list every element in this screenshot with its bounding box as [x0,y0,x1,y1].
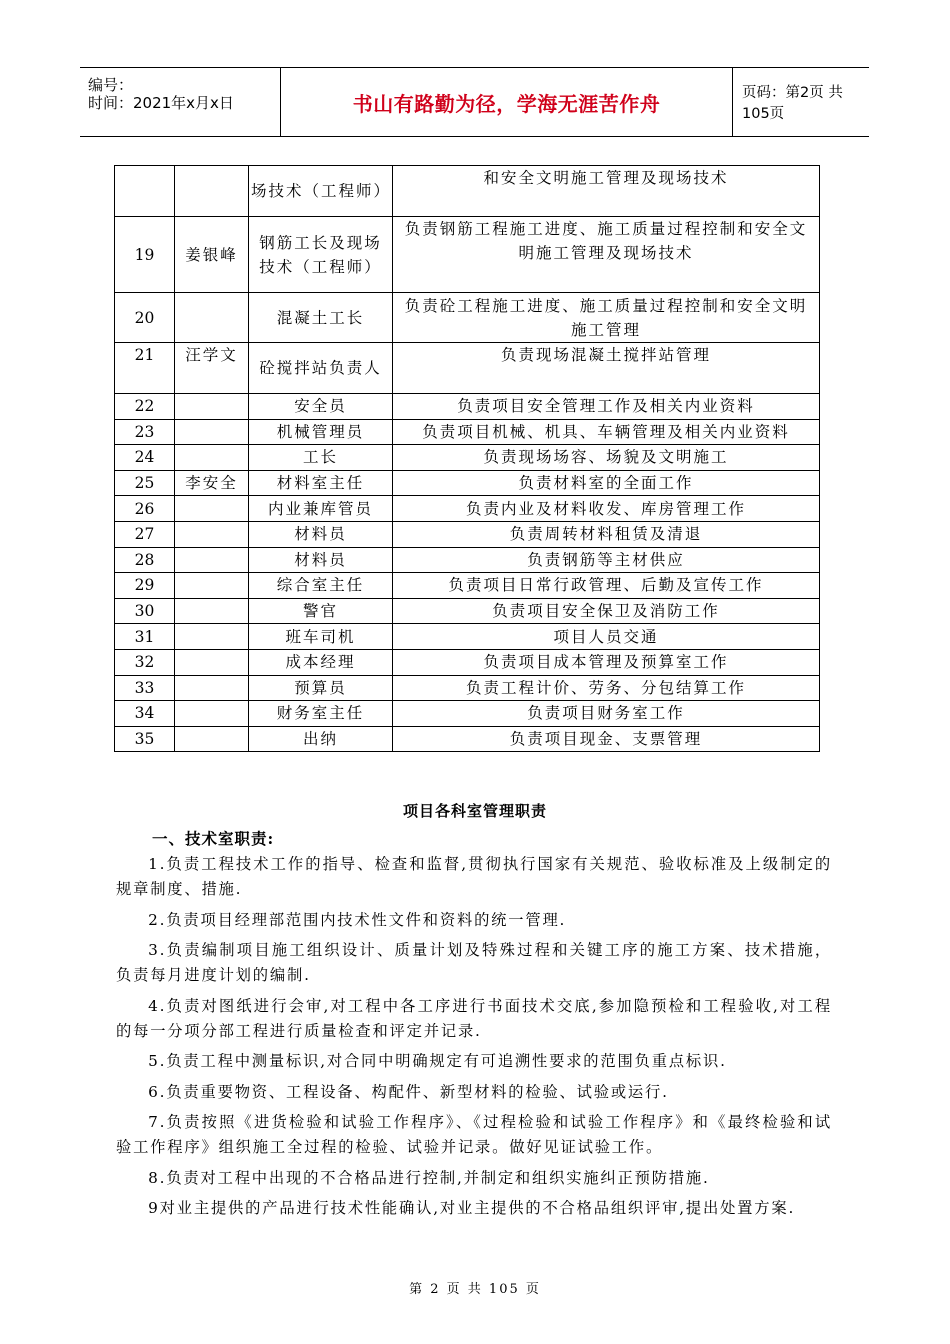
cell-no: 27 [115,521,175,547]
cell-name [175,624,249,650]
cell-name [175,701,249,727]
cell-no: 35 [115,726,175,752]
table-row [115,547,820,573]
cell-duty: 负责钢筋等主材供应 [393,547,820,573]
cell-duty: 负责砼工程施工进度、施工质量过程控制和安全文明施工管理 [393,293,820,343]
cell-no: 33 [115,675,175,701]
cell-name [175,649,249,675]
section-subtitle: 一、技术室职责: [152,829,275,848]
cell-duty: 项目人员交通 [393,624,820,650]
paragraph: 5.负责工程中测量标识,对合同中明确规定有可追溯性要求的范围负重点标识. [148,1052,727,1070]
table-row [115,496,820,522]
cell-duty: 负责项目安全管理工作及相关内业资料 [393,394,820,420]
cell-name [175,675,249,701]
cell-duty: 负责项目财务室工作 [393,701,820,727]
cell-no [115,166,175,217]
table-row [115,573,820,599]
cell-duty: 负责现场场容、场貌及文明施工 [393,445,820,471]
cell-name [175,573,249,599]
cell-role: 财务室主任 [249,701,393,727]
cell-role: 材料员 [249,547,393,573]
cell-role: 成本经理 [249,649,393,675]
cell-role: 班车司机 [249,624,393,650]
cell-role: 内业兼库管员 [249,496,393,522]
cell-name: 汪学文 [175,343,249,394]
cell-role: 砼搅拌站负责人 [249,343,393,394]
cell-name [175,598,249,624]
paragraph: 8.负责对工程中出现的不合格品进行控制,并制定和组织实施纠正预防措施. [148,1168,710,1187]
cell-duty: 负责项目机械、机具、车辆管理及相关内业资料 [393,419,820,445]
table-row [115,701,820,727]
paragraph: 3.负责编制项目施工组织设计、质量计划及特殊过程和关键工序的施工方案、技术措施，负责每月进度计划的编制. [116,941,832,984]
cell-no: 34 [115,701,175,727]
table-row [115,419,820,445]
cell-role: 场技术（工程师） [249,166,393,217]
cell-no: 29 [115,573,175,599]
cell-no: 25 [115,470,175,496]
staff-duty-table [114,165,820,752]
cell-duty: 负责项目日常行政管理、后勤及宣传工作 [393,573,820,599]
paragraph: 6.负责重要物资、工程设备、构配件、新型材料的检验、试验或运行. [148,1082,669,1101]
cell-duty: 负责工程计价、劳务、分包结算工作 [393,675,820,701]
cell-name [175,419,249,445]
cell-role: 材料员 [249,521,393,547]
header-page-info: 页码：第2页 共105页 [742,85,843,122]
cell-no: 21 [115,343,175,394]
table-row [115,470,820,496]
paragraph: 7.负责按照《进货检验和试验工作程序》、《过程检验和试验工作程序》和《最终检验和试验工作程序》组织施工全过程的检验、试验并记录。做好见证试验工作。 [116,1113,832,1156]
table-row [115,445,820,471]
cell-name [175,496,249,522]
cell-name [175,521,249,547]
duty-paragraphs [116,852,832,1227]
cell-duty: 负责内业及材料收发、库房管理工作 [393,496,820,522]
cell-role: 出纳 [249,726,393,752]
header-left-cell [80,68,280,136]
cell-no: 32 [115,649,175,675]
table-row [115,521,820,547]
paragraph: 1.负责工程技术工作的指导、检查和监督,贯彻执行国家有关规范、验收标准及上级制定的规章制度、措施. [116,855,832,898]
cell-role: 警官 [249,598,393,624]
cell-duty: 负责钢筋工程施工进度、施工质量过程控制和安全文明施工管理及现场技术 [393,217,820,293]
cell-duty: 负责项目现金、支票管理 [393,726,820,752]
table-row [115,598,820,624]
table-row [115,166,820,217]
cell-role: 预算员 [249,675,393,701]
table-row [115,293,820,343]
cell-duty: 负责周转材料租赁及清退 [393,521,820,547]
cell-role: 机械管理员 [249,419,393,445]
page-footer: 第 2 页 共 105 页 [409,1282,541,1297]
cell-name [175,726,249,752]
cell-role: 安全员 [249,394,393,420]
cell-no: 24 [115,445,175,471]
table-row [115,343,820,394]
cell-role: 材料室主任 [249,470,393,496]
cell-name [175,394,249,420]
table-row [115,624,820,650]
cell-role: 综合室主任 [249,573,393,599]
table-row [115,217,820,293]
cell-name [175,445,249,471]
doc-time-label: 时间：2021年x月x日 [88,94,234,112]
cell-name [175,166,249,217]
cell-role: 混凝土工长 [249,293,393,343]
cell-no: 26 [115,496,175,522]
table-row [115,675,820,701]
cell-duty: 负责现场混凝土搅拌站管理 [393,343,820,394]
cell-no: 23 [115,419,175,445]
cell-no: 31 [115,624,175,650]
table-row [115,394,820,420]
doc-number-label: 编号： [88,76,134,94]
cell-duty: 负责项目安全保卫及消防工作 [393,598,820,624]
cell-name: 李安全 [175,470,249,496]
cell-role: 钢筋工长及现场技术（工程师） [249,217,393,293]
cell-name: 姜银峰 [175,217,249,293]
cell-duty: 负责材料室的全面工作 [393,470,820,496]
cell-no: 19 [115,217,175,293]
cell-role: 工长 [249,445,393,471]
page-header [80,67,869,137]
header-motto: 书山有路勤为径，学海无涯苦作舟 [280,68,733,136]
cell-name [175,293,249,343]
paragraph: 4.负责对图纸进行会审,对工程中各工序进行书面技术交底,参加隐预检和工程验收,对工程的每一分项分部工程进行质量检查和评定并记录. [116,996,832,1040]
cell-name [175,547,249,573]
table-row [115,726,820,752]
cell-no: 22 [115,394,175,420]
cell-no: 20 [115,293,175,343]
table-row [115,649,820,675]
cell-duty: 和安全文明施工管理及现场技术 [393,166,820,217]
cell-duty: 负责项目成本管理及预算室工作 [393,649,820,675]
cell-no: 28 [115,547,175,573]
paragraph: 2.负责项目经理部范围内技术性文件和资料的统一管理. [148,910,567,929]
section-title: 项目各科室管理职责 [402,802,547,820]
cell-no: 30 [115,598,175,624]
paragraph: 9对业主提供的产品进行技术性能确认,对业主提供的不合格品组织评审,提出处置方案. [148,1199,796,1217]
